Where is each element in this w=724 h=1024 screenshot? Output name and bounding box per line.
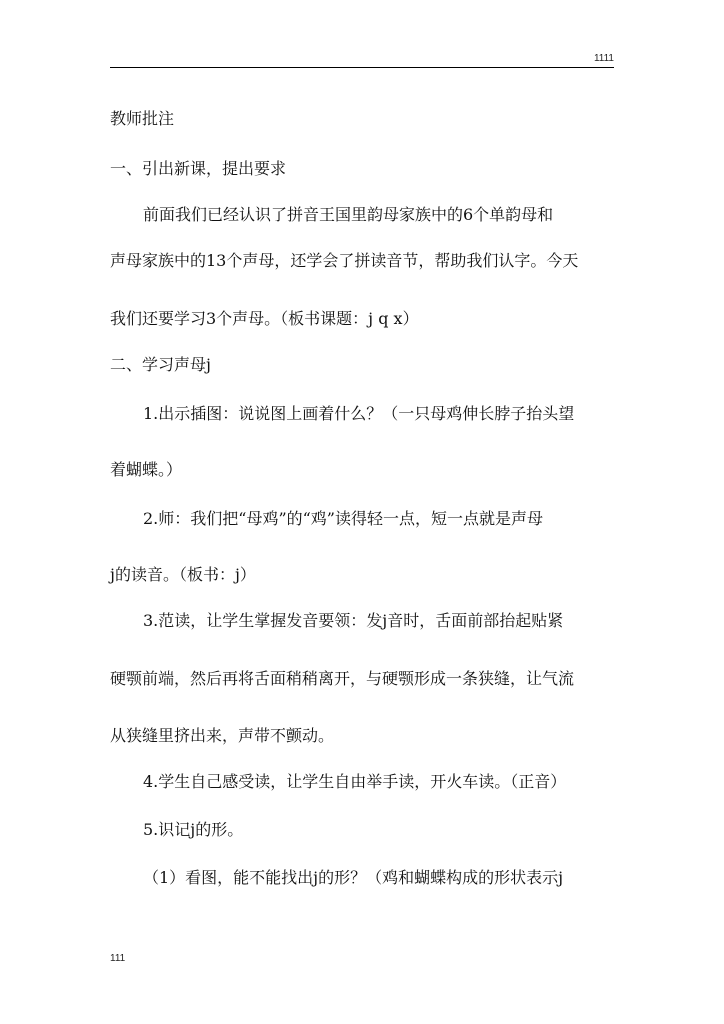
header-page-number: 1111 bbox=[593, 53, 614, 64]
paragraph-line: 硬颚前端，然后再将舌面稍稍离开，与硬颚形成一条狭缝，让气流 bbox=[110, 669, 575, 688]
paragraph-line: 前面我们已经认识了拼音王国里韵母家族中的6个单韵母和 bbox=[143, 205, 554, 224]
section-label-teacher-notes: 教师批注 bbox=[110, 109, 175, 128]
heading-section-1: 一、引出新课，提出要求 bbox=[110, 159, 287, 178]
paragraph-line: 我们还要学习3个声母。（板书课题：j q x） bbox=[110, 309, 419, 328]
paragraph-line: 从狭缝里挤出来，声带不颤动。 bbox=[110, 726, 335, 745]
heading-section-2: 二、学习声母j bbox=[110, 355, 211, 374]
paragraph-line: 2.师：我们把“母鸡”的“鸡”读得轻一点，短一点就是声母 bbox=[143, 509, 543, 528]
paragraph-line: 3.范读，让学生掌握发音要领：发j音时，舌面前部抬起贴紧 bbox=[143, 611, 564, 630]
footer-page-number: 111 bbox=[110, 953, 126, 964]
paragraph-line: 5.识记j的形。 bbox=[143, 820, 244, 839]
paragraph-line: 着蝴蝶。） bbox=[110, 460, 183, 479]
paragraph-line: 声母家族中的13个声母，还学会了拼读音节，帮助我们认字。今天 bbox=[110, 251, 579, 270]
paragraph-line: （1）看图，能不能找出j的形？（鸡和蝴蝶构成的形状表示j bbox=[143, 868, 564, 887]
paragraph-line: 4.学生自己感受读，让学生自由举手读，开火车读。（正音） bbox=[143, 772, 567, 791]
paragraph-line: j的读音。（板书：j） bbox=[110, 565, 256, 584]
paragraph-line: 1.出示插图：说说图上画着什么？（一只母鸡伸长脖子抬头望 bbox=[143, 404, 575, 423]
header-rule bbox=[110, 67, 614, 68]
